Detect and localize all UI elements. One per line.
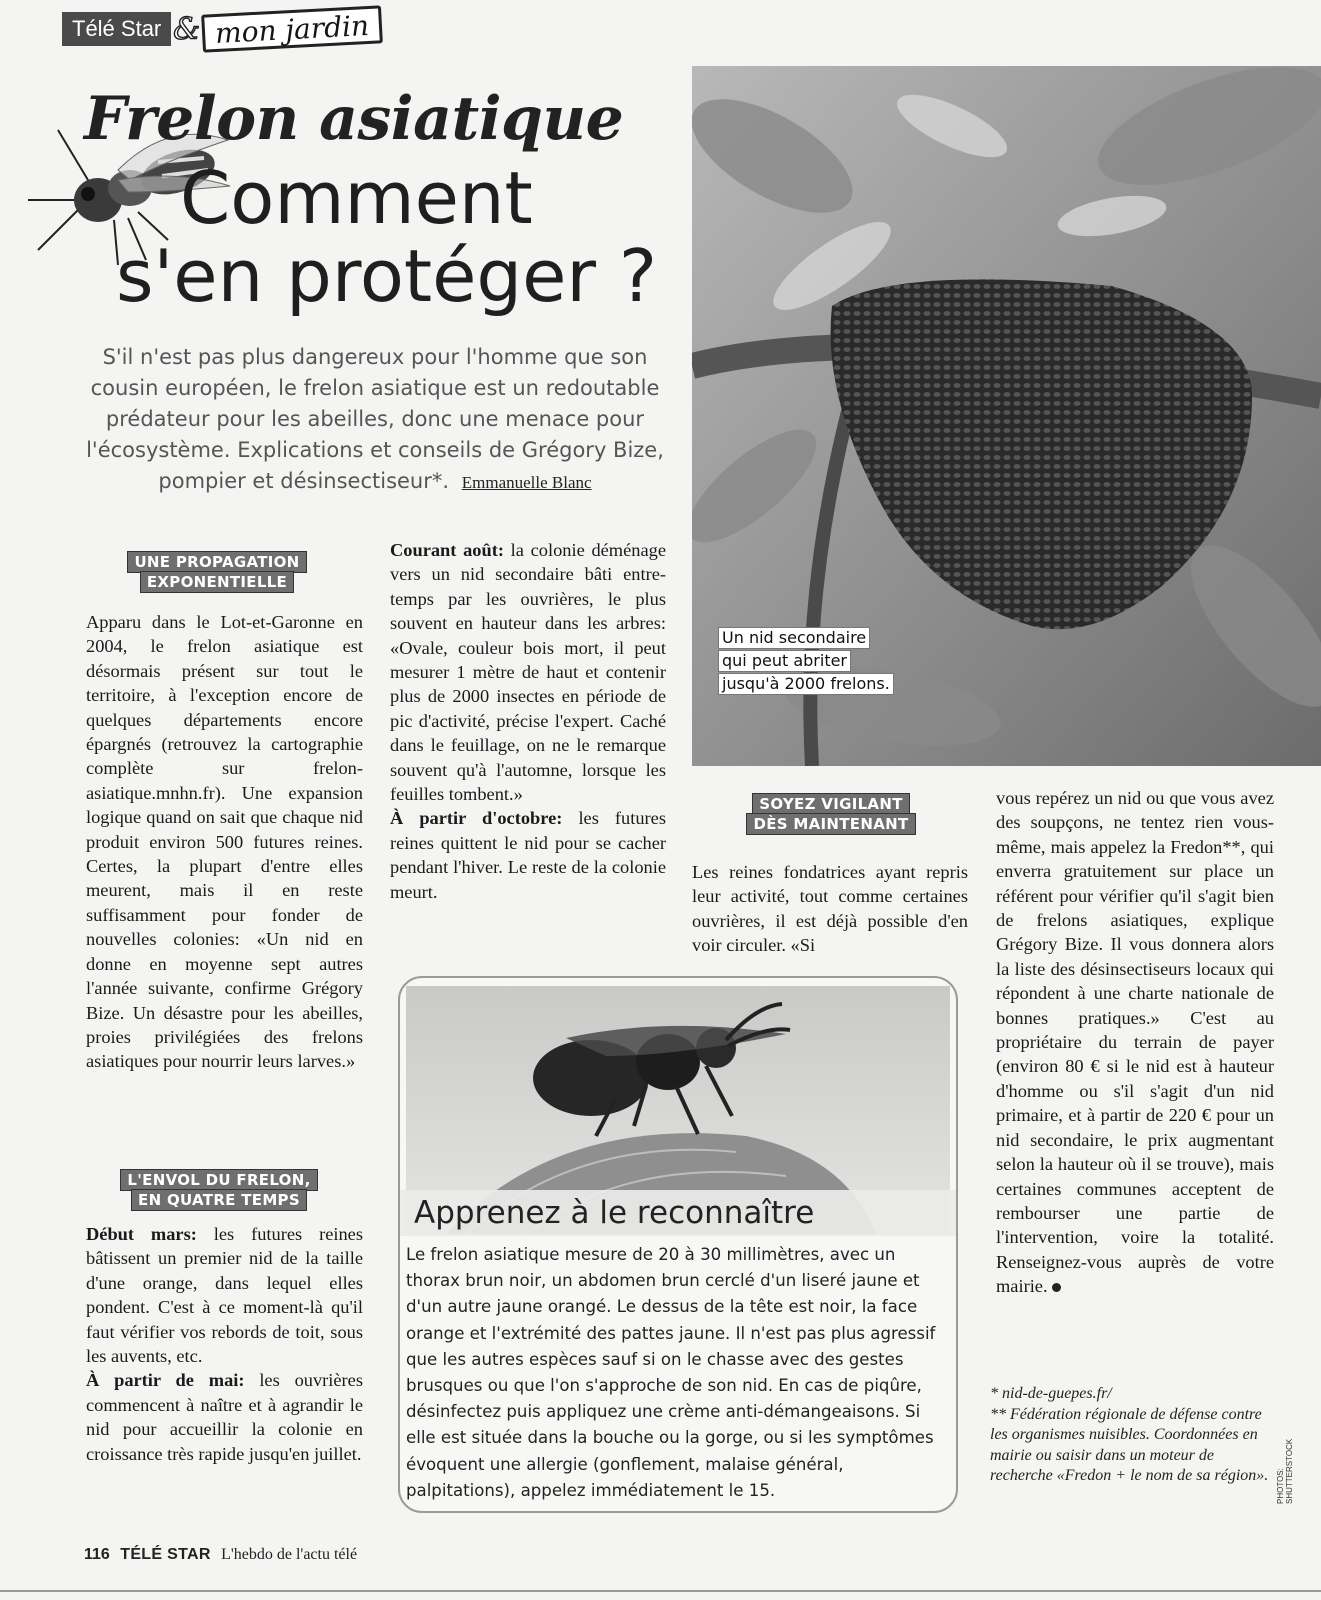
caption-line: Un nid secondaire: [718, 627, 870, 649]
column-propagation: [86, 610, 363, 1074]
paragraph-text: la colonie déménage vers un nid secondaire bâti entre-temps par les ouvrières, le plus souvent en hauteur dans les arbres: «Ovale, couleur bois mort, il peut mesurer 1 mètre de haut et contenir plus de 2000 insectes en période de pic d'activité, précise l'expert. Caché dans le feuillage, on ne le remarque souvent qu'à l'automne, lorsque les feuilles tombent.»: [390, 540, 666, 805]
section-name: mon jardin: [201, 5, 383, 52]
caption-line: qui peut abriter: [718, 650, 851, 672]
footer-slogan: L'hebdo de l'actu télé: [221, 1546, 358, 1563]
paragraph-lead: Courant août:: [390, 540, 504, 560]
body-paragraph: [86, 1368, 363, 1466]
section-heading-line: L'ENVOL DU FRELON,: [120, 1169, 317, 1191]
footnote-2: ** Fédération régionale de défense contre les organismes nuisibles. Coordonnées en mairie ou saisir dans un moteur de recherche «Fredon + le nom de sa région».: [990, 1405, 1269, 1484]
section-heading-line: SOYEZ VIGILANT: [752, 793, 909, 815]
sub-headline-line1: Comment: [180, 156, 533, 240]
paragraph-lead: À partir de mai:: [86, 1370, 245, 1391]
paragraph-text: les futures reines quittent le nid pour se cacher pendant l'hiver. Le reste de la colonie meurt.: [390, 808, 666, 902]
photo-credit: PHOTOS: SHUTTERSTOCK: [1276, 1438, 1294, 1504]
section-heading-line: DÈS MAINTENANT: [746, 813, 915, 835]
page-edge-divider: [0, 1590, 1321, 1592]
page-footer: [84, 1546, 357, 1564]
ampersand: &: [173, 11, 200, 47]
box-text: Le frelon asiatique mesure de 20 à 30 millimètres, avec un thorax brun noir, un abdomen brun cerclé d'un liseré jaune et d'un autre jaune orangé. Le dessus de la tête est noir, la face orange et l'extrémité des pattes jaune. Il n'est pas plus agressif que les autres espèces sauf si on le chasse avec des gestes brusques ou que l'on s'approche de son nid. En cas de piqûre, désinfectez puis appliquez une crème anti-démangeaisons. Si elle est située dans la bouche ou la gorge, ou si les symptômes évoquent une allergie (gonflement, malaise général, palpitations), appelez immédiatement le 15.: [406, 1245, 936, 1500]
paragraph-lead: À partir d'octobre:: [390, 808, 563, 829]
sub-headline: [116, 156, 658, 318]
magazine-brand: Télé Star: [62, 12, 171, 46]
column-vigilant-1: [692, 860, 968, 958]
body-paragraph: Les reines fondatrices ayant repris leur activité, tout comme certaines ouvrières, il est déjà possible d'en voir circuler. «Si: [692, 862, 968, 956]
section-heading-vigilant: [736, 794, 926, 834]
section-heading-propagation: [122, 552, 312, 592]
end-bullet-icon: [1052, 1283, 1061, 1292]
section-heading-envol: [116, 1170, 322, 1210]
page-number: 116: [84, 1546, 110, 1563]
body-paragraph: Apparu dans le Lot-et-Garonne en 2004, le frelon asiatique est désormais présent sur tout le territoire, à l'exception encore de quelques départements encore épargnés (retrouvez la cartographie complète sur frelon-asiatique.mnhn.fr). Une expansion logique quand on sait que chaque nid produit environ 500 futures reines. Certes, la plupart d'entre elles meurent, mais il en reste suffisamment pour fonder de nouvelles colonies: «Un nid en donne en moyenne sept autres l'année suivante, confirme Grégory Bize. Un désastre pour les abeilles, proies privilégiées des frelons asiatiques pour nourrir leurs larves.»: [86, 612, 363, 1072]
nest-photo-caption: [718, 627, 894, 696]
author-byline: Emmanuelle Blanc: [461, 473, 592, 492]
standfirst-text: S'il n'est pas plus dangereux pour l'homme que son cousin européen, le frelon asiatique est un redoutable prédateur pour les abeilles, donc une menace pour l'écosystème. Explications et conseils de Grégory Bize, pompier et désinsectiseur*.: [86, 345, 664, 493]
headline: Frelon asiatique: [84, 84, 624, 154]
paragraph-text: vous repérez un nid ou que vous avez des soupçons, ne tentez rien vous-même, mais appelez la Fredon**, qui enverra gratuitement sur place un référent pour vérifier qu'il s'agit bien de frelons asiatiques, explique Grégory Bize. Il vous donnera alors la liste des désinsectiseurs locaux qui répondent à une charte nationale de bonnes pratiques.» C'est au propriétaire du terrain de payer (environ 80 € si le nid est à hauteur d'homme ou s'il s'agit d'un nid primaire, et à partir de 220 € pour un nid secondaire, le prix augmentant selon la hauteur où il se trouve), mais certaines communes acceptent de rembourser une partie de l'intervention, voire la totalité. Renseignez-vous auprès de votre mairie.: [996, 788, 1274, 1297]
footnote-1: * nid-de-guepes.fr/: [990, 1385, 1112, 1402]
rubric-tag: [62, 8, 382, 51]
body-paragraph: [996, 786, 1274, 1299]
section-heading-line: EXPONENTIELLE: [140, 571, 294, 593]
body-paragraph: [390, 538, 666, 806]
section-heading-line: EN QUATRE TEMPS: [131, 1189, 307, 1211]
section-heading-line: UNE PROPAGATION: [127, 551, 306, 573]
paragraph-lead: Début mars:: [86, 1224, 197, 1244]
box-title: Apprenez à le reconnaître: [400, 1190, 956, 1236]
column-vigilant-2: [996, 786, 1274, 1299]
footnotes: [990, 1384, 1276, 1487]
column-envol-1: [86, 1222, 363, 1466]
body-paragraph: [390, 806, 666, 904]
column-envol-2: [390, 538, 666, 904]
paragraph-text: les futures reines bâtissent un premier nid de la taille d'une orange, dans lequel elles pondent. C'est à ce moment-là qu'il faut vérifier vos rebords de toit, sous les auvents, etc.: [86, 1224, 363, 1367]
footer-magazine: TÉLÉ STAR: [120, 1546, 211, 1563]
info-box: [398, 976, 958, 1513]
sub-headline-line2: s'en protéger ?: [116, 233, 658, 318]
standfirst: [80, 342, 670, 498]
caption-line: jusqu'à 2000 frelons.: [718, 673, 894, 695]
body-paragraph: [86, 1222, 363, 1368]
paragraph-text: les ouvrières commencent à naître et à agrandir le nid pour accueillir la colonie en croissance très rapide jusqu'en juillet.: [86, 1370, 363, 1464]
